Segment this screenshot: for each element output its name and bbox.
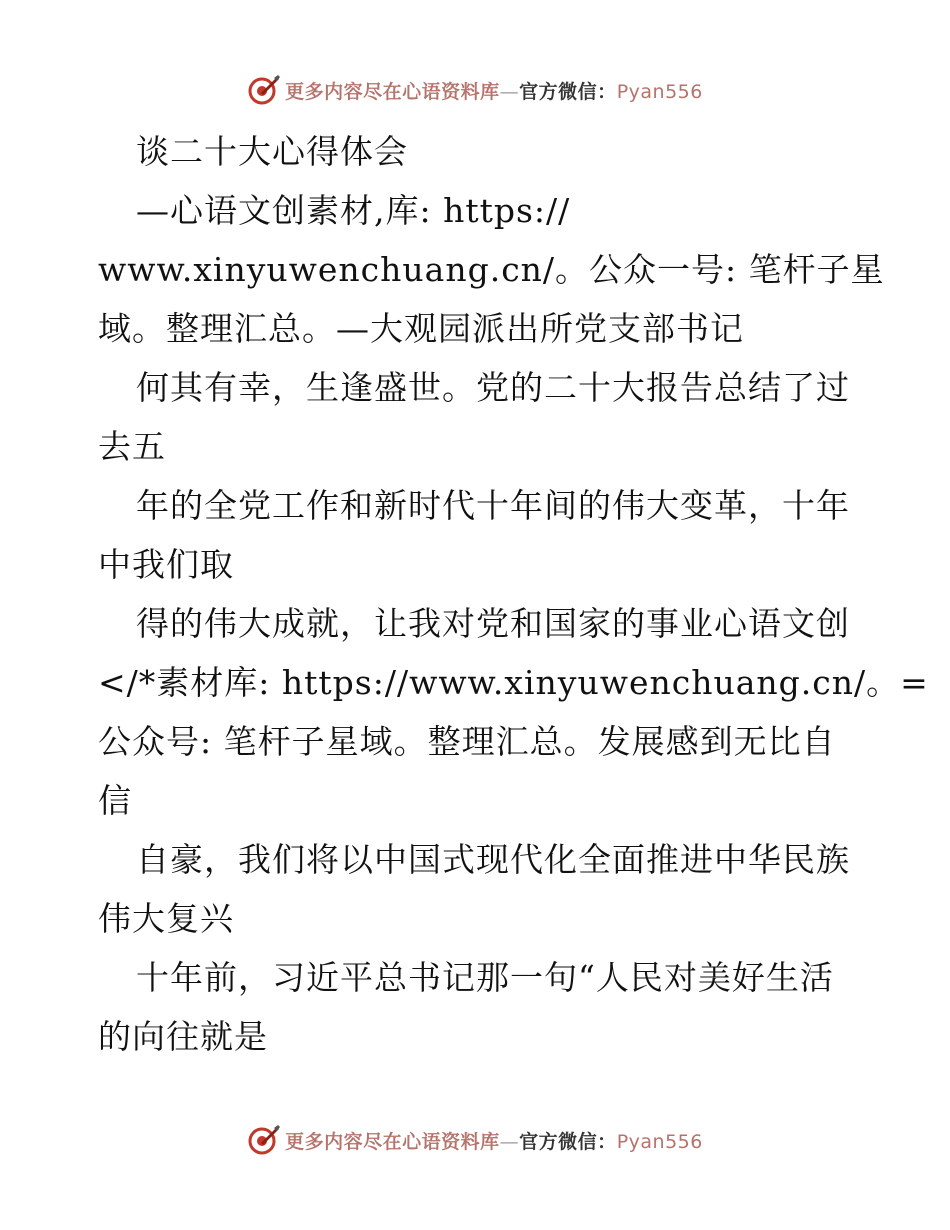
footer-banner: [0, 1120, 950, 1160]
header-wechat-label: 官方微信：: [519, 80, 617, 103]
footer-dash: —: [499, 1130, 520, 1153]
header-site-text: 更多内容尽在心语资料库: [285, 80, 500, 103]
document-line: 的向往就是: [98, 1017, 268, 1056]
document-line: www.xinyuwenchuang.cn/。公众一号: 笔杆子星: [98, 250, 885, 289]
document-line: </*素材库: https://www.xinyuwenchuang.cn/。=: [98, 663, 929, 702]
document-line: 得的伟大成就，让我对党和国家的事业心语文创: [136, 604, 850, 643]
document-line: —心语文创素材,库: https://: [136, 191, 571, 230]
quill-pen-logo-icon: [247, 73, 281, 107]
document-line: 去五: [98, 427, 166, 466]
footer-site-text: 更多内容尽在心语资料库: [285, 1130, 500, 1153]
document-line: 公众号: 笔杆子星域。整理汇总。发展感到无比自: [98, 722, 836, 761]
document-line: 域。整理汇总。—大观园派出所党支部书记: [98, 309, 744, 348]
header-wechat-id: Pyan556: [616, 80, 703, 103]
quill-pen-logo-icon: [247, 1123, 281, 1157]
footer-wechat-label: 官方微信：: [519, 1130, 617, 1153]
document-line: 信: [98, 781, 132, 820]
header-banner: [0, 70, 950, 110]
document-line: 伟大复兴: [98, 899, 234, 938]
document-line: 中我们取: [98, 545, 234, 584]
footer-wechat-id: Pyan556: [616, 1130, 703, 1153]
document-line: 年的全党工作和新时代十年间的伟大变革，十年: [136, 486, 850, 525]
header-banner-text: [285, 77, 703, 104]
document-line: 十年前，习近平总书记那一句“人民对美好生活: [136, 958, 834, 997]
footer-banner-text: [285, 1127, 703, 1154]
document-line: 谈二十大心得体会: [136, 132, 408, 171]
document-line: 自豪，我们将以中国式现代化全面推进中华民族: [136, 840, 850, 879]
header-dash: —: [499, 80, 520, 103]
document-body: [98, 122, 929, 1066]
document-line: 何其有幸，生逢盛世。党的二十大报告总结了过: [136, 368, 850, 407]
